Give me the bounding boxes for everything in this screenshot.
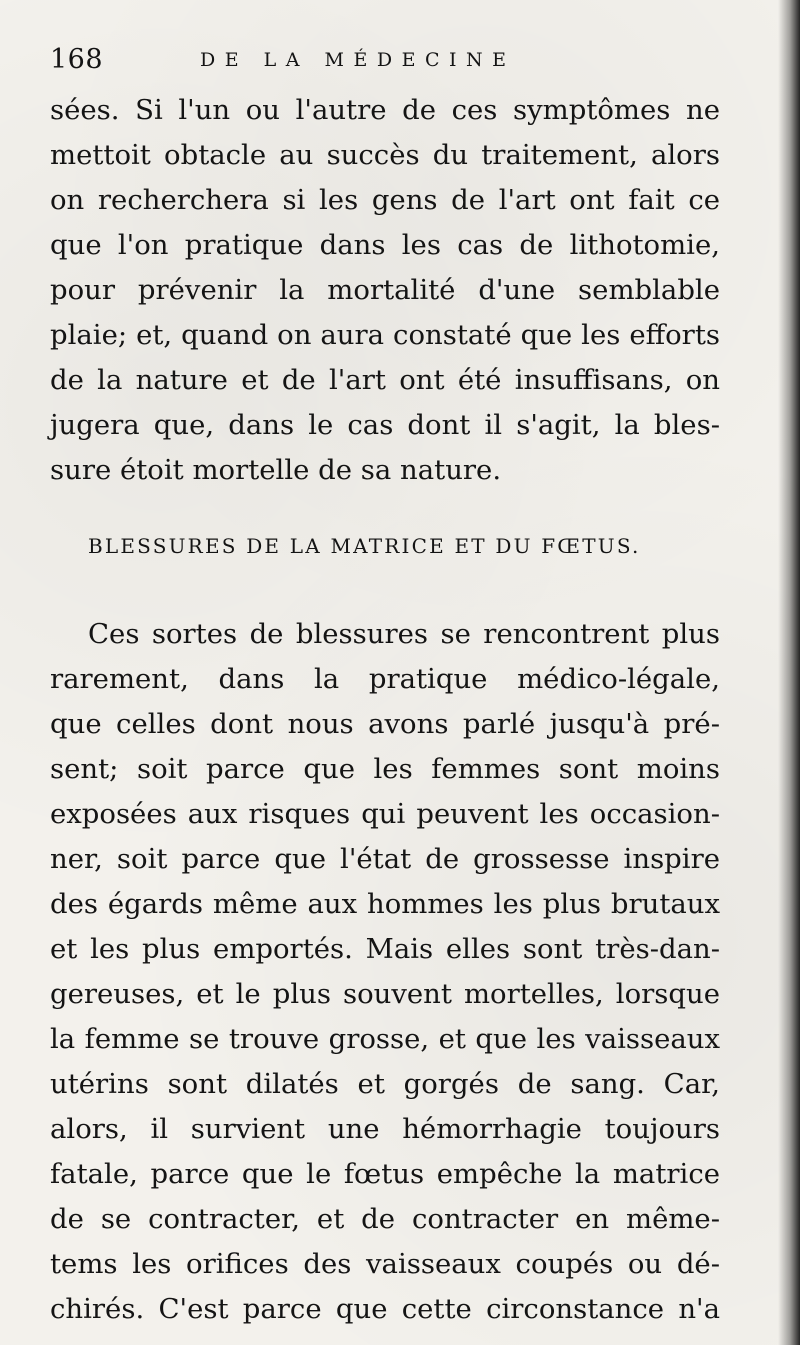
running-title: DE LA MÉDECINE <box>200 49 516 71</box>
text-line: alors, il survient une hémorrhagie toujours <box>50 1113 720 1145</box>
page-number: 168 <box>50 44 104 75</box>
text-line: chirés. C'est parce que cette circonstance n'a <box>50 1293 720 1325</box>
text-line: que l'on pratique dans les cas de lithotomie, <box>50 229 720 261</box>
text-line: sure étoit mortelle de sa nature. <box>50 454 502 486</box>
text-line: rarement, dans la pratique médico-légale, <box>50 663 720 695</box>
text-line: jugera que, dans le cas dont il s'agit, la bles- <box>50 409 720 441</box>
page-binding-shadow <box>778 0 800 1345</box>
text-line: de se contracter, et de contracter en même- <box>50 1203 720 1235</box>
text-line: mettoit obtacle au succès du traitement, alors <box>50 139 720 171</box>
text-line: utérins sont dilatés et gorgés de sang. Car, <box>50 1068 720 1100</box>
text-line: plaie; et, quand on aura constaté que les efforts <box>50 319 720 351</box>
page-header <box>50 40 750 80</box>
text-line: des égards même aux hommes les plus brutaux <box>50 888 720 920</box>
text-line: pour prévenir la mortalité d'une semblable <box>50 274 720 306</box>
text-line: fatale, parce que le fœtus empêche la matrice <box>50 1158 720 1190</box>
text-line: la femme se trouve grosse, et que les vaisseaux <box>50 1023 720 1055</box>
text-line: sées. Si l'un ou l'autre de ces symptômes ne <box>50 94 720 126</box>
text-line: sent; soit parce que les femmes sont moins <box>50 753 720 785</box>
text-line: exposées aux risques qui peuvent les occasion- <box>50 798 720 830</box>
text-line: et les plus emportés. Mais elles sont très-dan- <box>50 933 720 965</box>
text-line: de la nature et de l'art ont été insuffisans, on <box>50 364 720 396</box>
text-line: gereuses, et le plus souvent mortelles, lorsque <box>50 978 720 1010</box>
text-line: Ces sortes de blessures se rencontrent plus <box>88 618 720 650</box>
text-line: ner, soit parce que l'état de grossesse inspire <box>50 843 720 875</box>
text-line: on recherchera si les gens de l'art ont fait ce <box>50 184 720 216</box>
text-line: que celles dont nous avons parlé jusqu'à pré- <box>50 708 720 740</box>
section-heading: BLESSURES DE LA MATRICE ET DU FŒTUS. <box>88 534 641 558</box>
text-line: tems les orifices des vaisseaux coupés ou dé- <box>50 1248 720 1280</box>
